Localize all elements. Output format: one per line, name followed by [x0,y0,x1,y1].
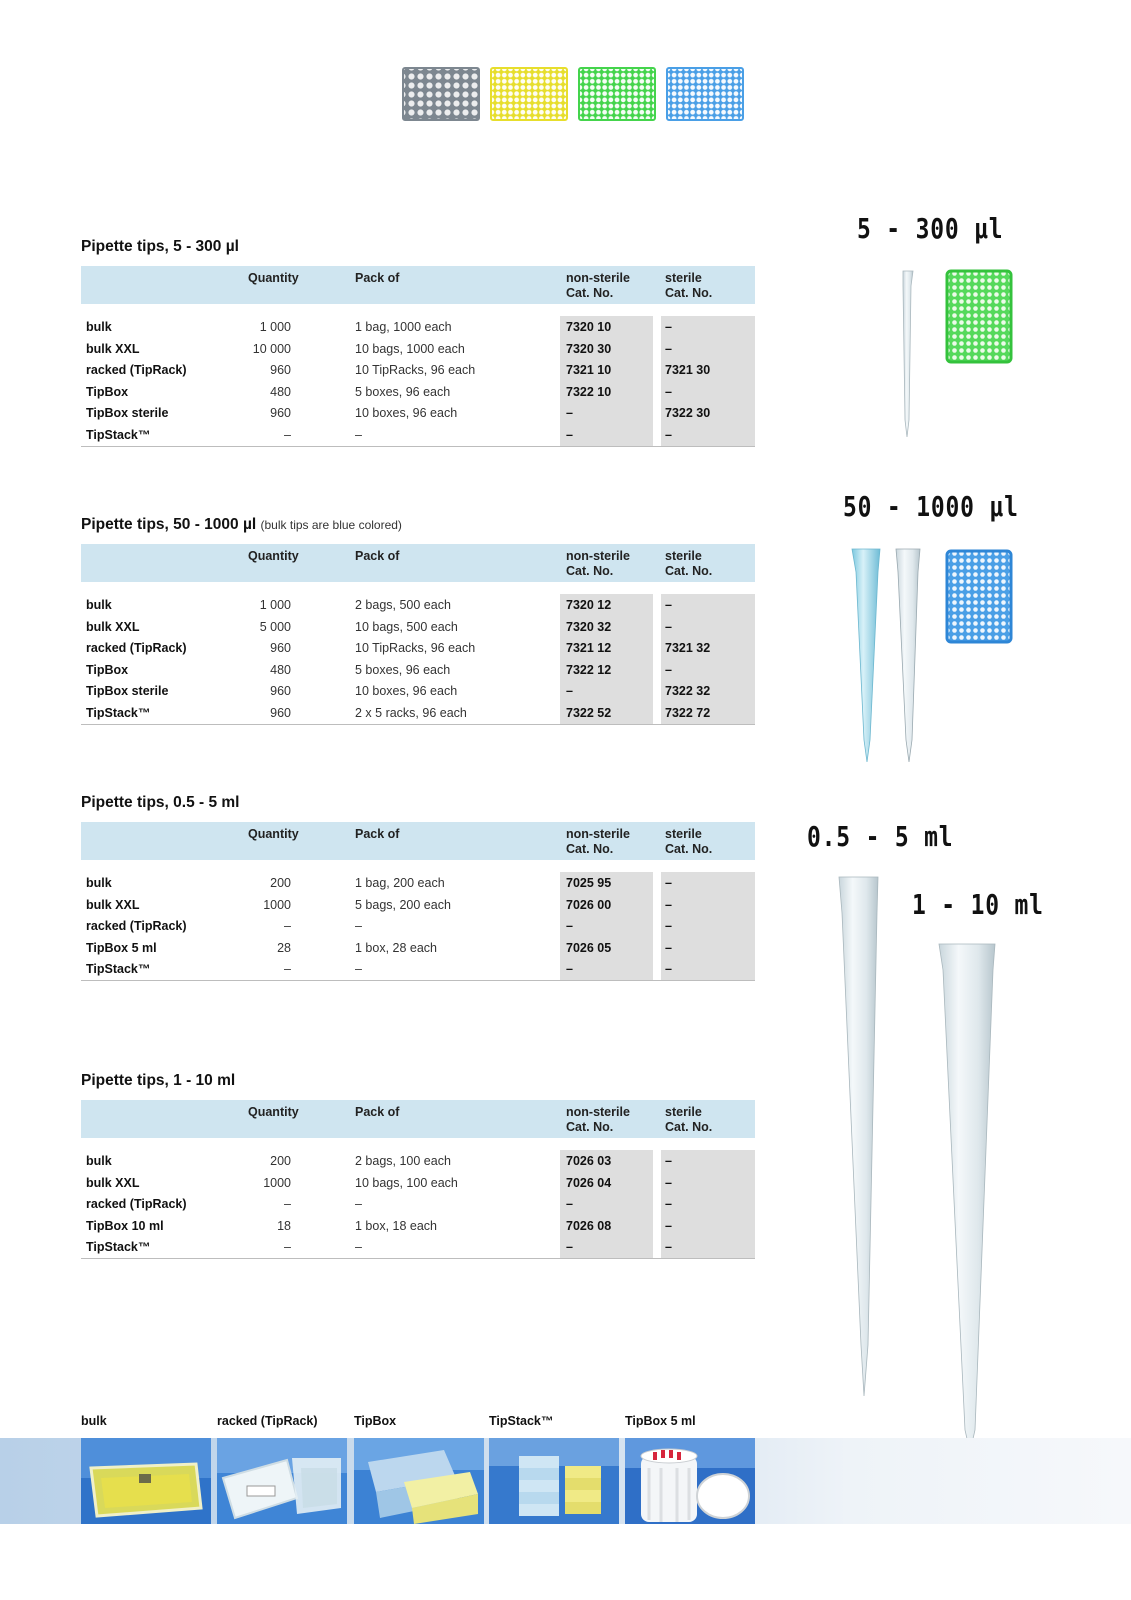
table-bottom-rule [81,446,755,447]
table-row: TipBox 5 ml 28 1 box, 28 each 7026 05 – [86,940,672,955]
table-row: TipBox 480 5 boxes, 96 each 7322 12 – [86,662,672,677]
tip-5-300ul-icon [903,271,913,437]
section-title: Pipette tips, 5 - 300 µl [81,238,239,255]
thumb-label-tipstack: TipStack™ [489,1414,554,1428]
header-sterile: sterile Cat. No. [665,1105,713,1134]
tiprack-gray-icon [402,67,480,121]
volume-label: 50 - 1000 µl [843,490,1019,523]
thumb-label-bulk: bulk [81,1414,107,1428]
table-row: TipStack™ – – – – [86,962,672,976]
table-row: TipStack™ – – – – [86,1240,672,1254]
table-row: bulk XXL 1000 5 bags, 200 each 7026 00 – [86,897,672,912]
header-quantity: Quantity [248,827,299,841]
tipbox-icon [354,1438,484,1524]
table-row: bulk XXL 10 000 10 bags, 1000 each 7320 30 – [86,341,672,356]
section-5-300ul [81,238,755,442]
header-non-sterile: non-sterile Cat. No. [566,1105,630,1134]
header-non-sterile: non-sterile Cat. No. [566,549,630,578]
header-pack-of: Pack of [355,827,400,841]
table-header [81,822,755,860]
thumb-label-tipbox: TipBox [354,1414,397,1428]
tiprack-green-icon [947,271,1011,362]
table-row: bulk XXL 5 000 10 bags, 500 each 7320 32 – [86,619,672,634]
header-tipracks [402,67,744,121]
table-body [81,873,755,981]
tiprack-blue-icon [947,551,1011,642]
section-title: Pipette tips, 50 - 1000 µl (bulk tips are blue colored) [81,516,402,533]
section-1-10ml [81,1072,755,1254]
tipbox-5ml-icon [625,1438,755,1524]
table-bottom-rule [81,1258,755,1259]
table-body [81,595,755,724]
table-header [81,266,755,304]
table-row: TipBox 480 5 boxes, 96 each 7322 10 – [86,384,672,399]
volume-label: 1 - 10 ml [912,888,1044,921]
header-sterile: sterile Cat. No. [665,271,713,300]
tiprack-icon [217,1438,347,1524]
tipstack-icon [489,1438,619,1524]
table-row: bulk 200 2 bags, 100 each 7026 03 – [86,1154,672,1168]
table-row: TipStack™ 960 2 x 5 racks, 96 each 7322 52 7322 72 [86,705,711,720]
tip-50-1000ul-clear-icon [896,549,920,762]
header-sterile: sterile Cat. No. [665,827,713,856]
tiprack-yellow-icon [490,67,568,121]
header-non-sterile: non-sterile Cat. No. [566,271,630,300]
table-row: TipBox sterile 960 10 boxes, 96 each – 7322 30 [86,406,711,420]
section-50-1000ul [81,516,755,720]
table-body [81,317,755,446]
header-quantity: Quantity [248,1105,299,1119]
table-row: bulk 1 000 2 bags, 500 each 7320 12 – [86,598,672,612]
header-quantity: Quantity [248,549,299,563]
volume-label: 5 - 300 µl [857,212,1004,245]
table-header [81,544,755,582]
table-row: bulk 1 000 1 bag, 1000 each 7320 10 – [86,320,672,334]
thumb-label-racked: racked (TipRack) [217,1414,318,1428]
header-pack-of: Pack of [355,549,400,563]
table-row: TipBox 10 ml 18 1 box, 18 each 7026 08 – [86,1218,672,1233]
table-row: racked (TipRack) 960 10 TipRacks, 96 each 7321 12 7321 32 [86,641,711,655]
tiprack-blue-icon [666,67,744,121]
section-title: Pipette tips, 0.5 - 5 ml [81,794,240,811]
tip-0-5-5ml-icon [839,877,878,1396]
thumb-label-tipbox-5ml: TipBox 5 ml [625,1414,696,1428]
volume-label: 0.5 - 5 ml [807,820,954,853]
header-sterile: sterile Cat. No. [665,549,713,578]
table-row: racked (TipRack) 960 10 TipRacks, 96 each 7321 10 7321 30 [86,363,711,377]
table-row: TipStack™ – – – – [86,427,672,442]
table-row: racked (TipRack) – – – – [86,1197,672,1211]
tip-1-10ml-icon [939,944,995,1452]
header-non-sterile: non-sterile Cat. No. [566,827,630,856]
table-row: bulk XXL 1000 10 bags, 100 each 7026 04 – [86,1175,672,1190]
section-0-5-5ml [81,794,755,976]
table-row: TipBox sterile 960 10 boxes, 96 each – 7322 32 [86,684,711,698]
table-bottom-rule [81,724,755,725]
tiprack-green-icon [578,67,656,121]
section-title: Pipette tips, 1 - 10 ml [81,1072,236,1089]
bulk-bag-icon [81,1438,211,1524]
table-row: racked (TipRack) – – – – [86,919,672,933]
header-pack-of: Pack of [355,271,400,285]
header-pack-of: Pack of [355,1105,400,1119]
tip-50-1000ul-blue-icon [852,549,880,762]
header-quantity: Quantity [248,271,299,285]
section-note: (bulk tips are blue colored) [260,518,402,532]
table-header [81,1100,755,1138]
table-row: bulk 200 1 bag, 200 each 7025 95 – [86,876,672,890]
table-body [81,1151,755,1259]
table-bottom-rule [81,980,755,981]
